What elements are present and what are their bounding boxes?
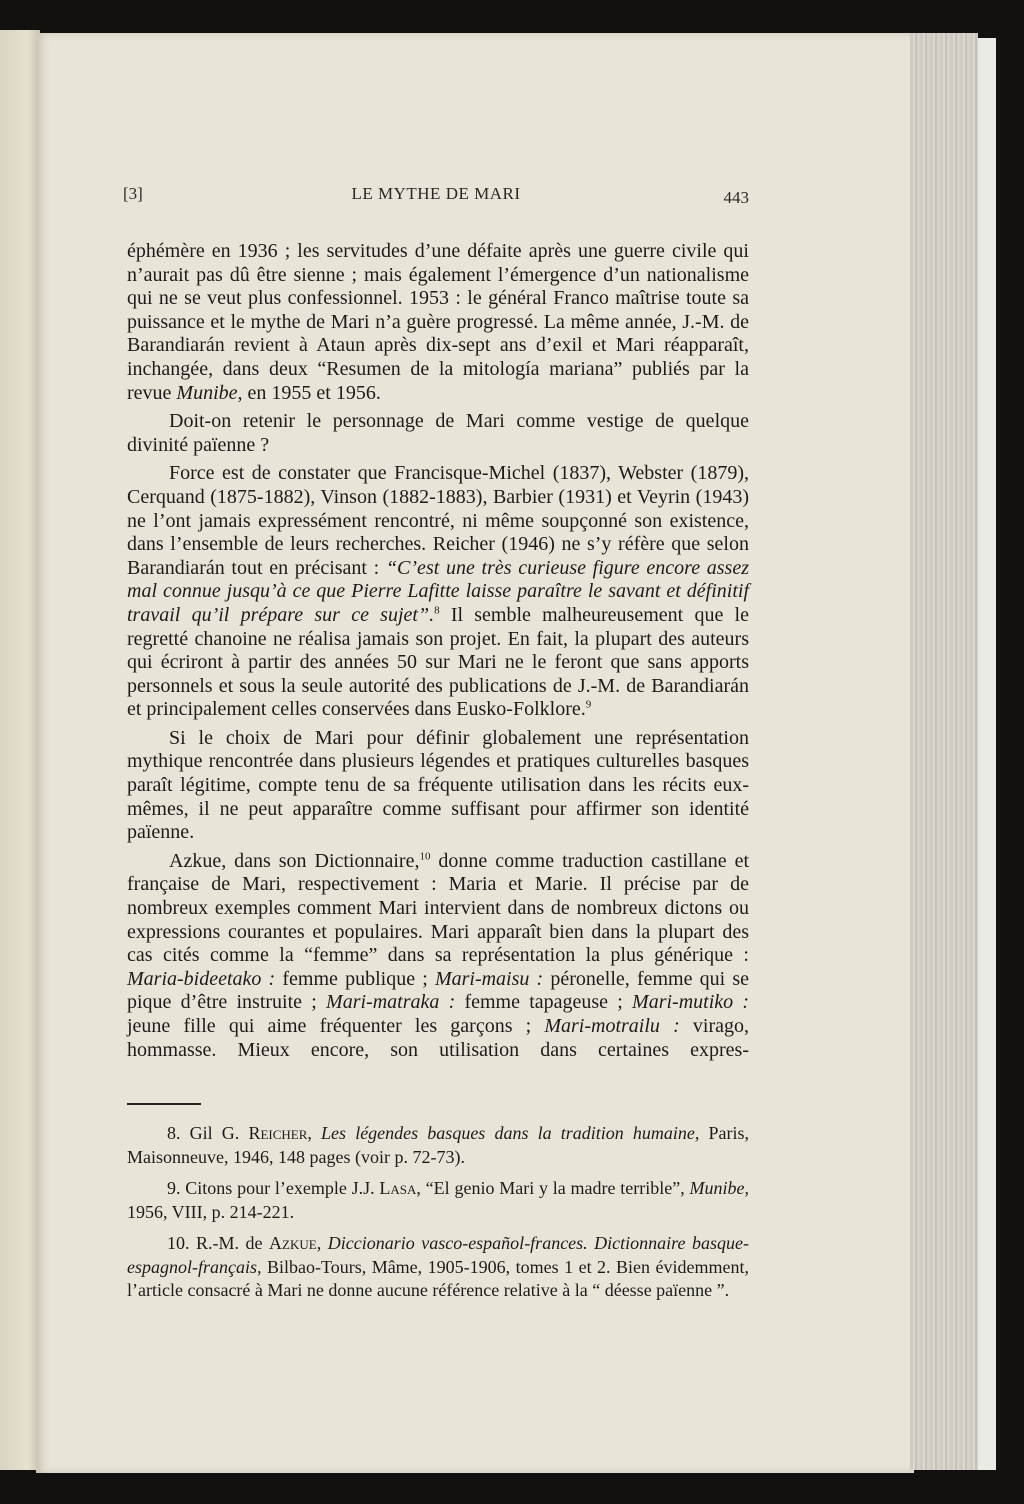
text: Bilbao-Tours, Mâme, 1905-1906, tomes 1 et 2. Bien évidemment, l’article consacré à Mari ne donne aucune référence relative à la “ déesse païenne ”. <box>127 1256 749 1300</box>
paragraph: Doit-on retenir le personnage de Mari comme vestige de quelque divinité païenne ? <box>127 410 749 456</box>
italic-term: Maria-bideetako : <box>127 967 276 990</box>
footnote-separator <box>127 1103 201 1105</box>
text: péronelle, femme qui se pique d’être instruite ; <box>127 967 749 1014</box>
italic-term: Mari-motrailu : <box>544 1015 680 1037</box>
work-title: Les légendes basques dans la tradition humaine, <box>321 1123 700 1143</box>
text: , <box>307 1123 322 1143</box>
footnote-ref[interactable]: 8 <box>434 604 440 617</box>
facing-page-edge <box>0 30 40 1470</box>
text: , “El genio Mari y la madre terrible”, <box>416 1178 690 1198</box>
page-number: 443 <box>723 188 749 207</box>
italic-text: Munibe, <box>176 381 243 404</box>
text: Paris, Maisonneuve, 1946, 148 pages (voir p. 72-73). <box>127 1123 750 1167</box>
italic-quote: “C’est une très curieuse figure encore assez mal connue jusqu’à ce que Pierre Lafitte laisse paraître le savant et définitif travail qu’il prépare sur ce sujet”. <box>127 556 749 626</box>
paragraph <box>127 240 749 405</box>
text: Il semble malheureusement que le regretté chanoine ne réalisa jamais son projet. En fait, la plupart des auteurs qui écriront à partir des années 50 sur Mari ne le feront que sans apports personnels et sous la seule autorité des publications de J.-M. de Barandiarán et principalement celles conservées dans Eusko-Folklore. <box>127 603 749 721</box>
text: en 1955 et 1956. <box>242 381 381 404</box>
footnote-8 <box>127 1122 749 1169</box>
text: , <box>316 1233 328 1253</box>
text: 1956, VIII, p. 214-221. <box>127 1201 295 1222</box>
author: Reicher <box>248 1123 308 1143</box>
text: 9. Citons pour l’exemple J.J. <box>167 1178 380 1198</box>
body-text <box>127 240 749 1067</box>
paragraph: Si le choix de Mari pour définir globalement une représentation mythique rencontrée dans plusieurs légendes et pratiques culturelles basques paraît légitime, compte tenu de sa fréquente utilisation dans les récits eux-mêmes, il ne peut apparaître comme suffisant pour affirmer son identité païenne. <box>127 726 749 844</box>
running-title: LE MYTHE DE MARI <box>351 184 521 203</box>
italic-term: Mari-mutiko : <box>632 991 749 1014</box>
page-stack-edge <box>910 33 978 1470</box>
paragraph <box>127 462 749 722</box>
italic-term: Mari-matraka : <box>326 991 456 1014</box>
text: 10. R.-M. de <box>167 1233 270 1253</box>
section-number: [3] <box>123 184 143 203</box>
book-cover-edge <box>978 38 996 1470</box>
text: éphémère en 1936 ; les servitudes d’une défaite après une guerre civile qui n’aurait pas dû être sienne ; mais également l’émergence d’un nationalisme qui ne se veut plus confessionnel. 1953 : le général Franco maîtrise toute sa puissance et le mythe de Mari n’a guère progressé. La même année, J.-M. de Barandiarán revient à Ataun après dix-sept ans d’exil et Mari réapparaît, inchangée, dans deux “Resumen de la mitología mariana” publiés par la revue <box>127 240 749 404</box>
text: Force est de constater que Francisque-Michel (1837), Webster (1879), Cerquand (1875-1882), Vinson (1882-1883), Barbier (1931) et Veyrin (1943) ne l’ont jamais expressément rencontré, ni même soupçonné son existence, dans l’ensemble de leurs recherches. Reicher (1946) ne s’y réfère que selon Barandiarán tout en précisant : <box>127 462 749 579</box>
footnote-10 <box>127 1232 749 1303</box>
text: Azkue, dans son Dictionnaire, <box>169 849 420 872</box>
author: Azkue <box>269 1233 317 1253</box>
work-title: Munibe, <box>689 1178 750 1198</box>
footnote-ref[interactable]: 9 <box>585 698 592 711</box>
text: donne comme traduction castillane et française de Mari, respectivement : Maria et Marie. Il précise par de nombreux exemples comment Mari intervient dans de nombreux dictons ou expressions courantes et populaires. Mari apparaît bien dans la plupart des cas cités comme la “femme” dans sa représentation la plus générique : <box>127 849 750 967</box>
text: femme publique ; <box>275 967 435 990</box>
text: virago, hommasse. Mieux encore, son utilisation dans certaines expres- <box>127 1015 750 1061</box>
footnote-9 <box>127 1177 749 1224</box>
text: jeune fille qui aime fréquenter les garçons ; <box>127 1015 545 1037</box>
paragraph <box>127 850 749 1062</box>
text: 8. Gil G. <box>167 1123 249 1143</box>
author: Lasa <box>379 1178 417 1198</box>
footnotes <box>127 1122 749 1311</box>
running-header <box>123 184 749 208</box>
work-title: Diccionario vasco-español-frances. Dictionnaire basque-espagnol-français, <box>127 1233 750 1277</box>
footnote-ref[interactable]: 10 <box>419 850 431 863</box>
text: femme tapageuse ; <box>455 991 633 1014</box>
italic-term: Mari-maisu : <box>434 967 544 990</box>
